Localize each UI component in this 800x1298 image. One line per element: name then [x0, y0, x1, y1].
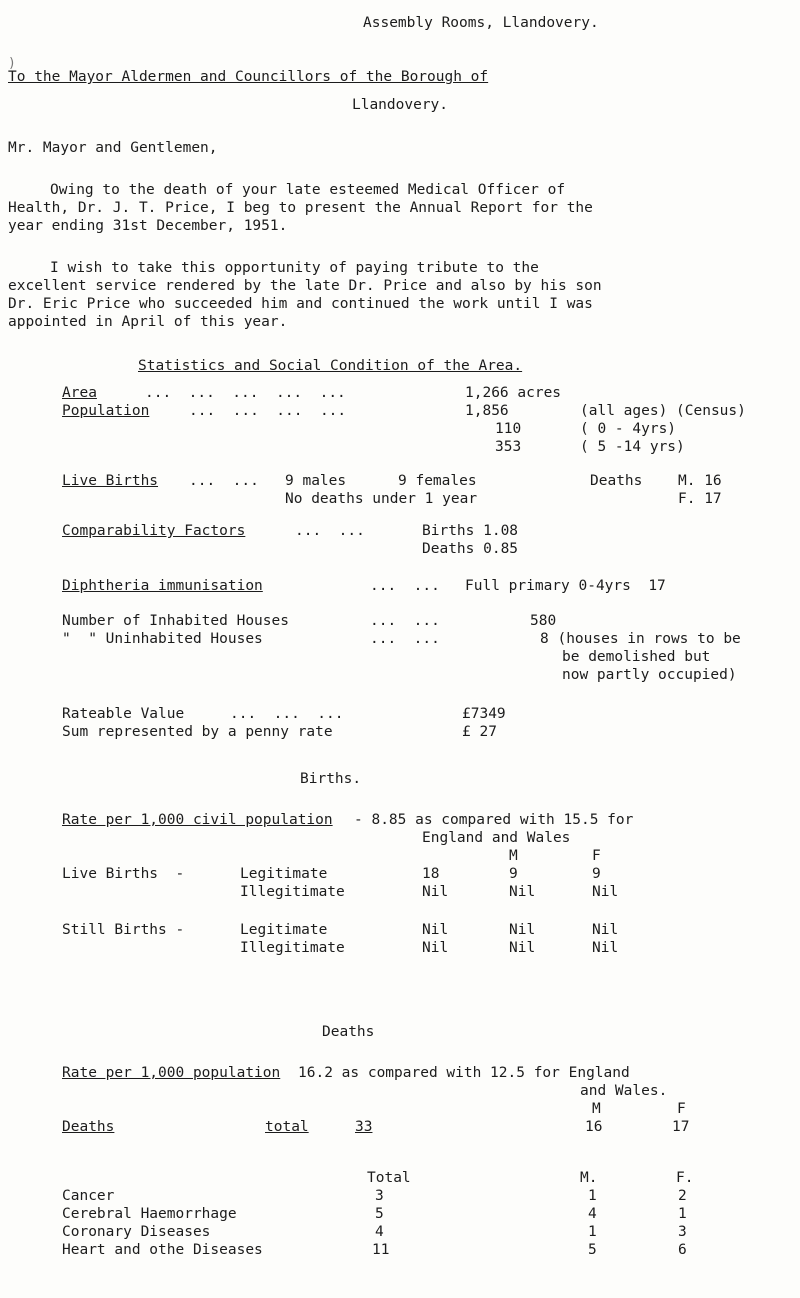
- penny-rate-value: £ 27: [462, 724, 497, 740]
- comparability-label: Comparability Factors: [62, 523, 246, 539]
- cause-m: 4: [588, 1206, 597, 1222]
- causes-hdr-f: F.: [676, 1170, 694, 1186]
- cause-m: 1: [588, 1224, 597, 1240]
- dot-leader: ... ...: [189, 473, 259, 489]
- live-births-label: Live Births: [62, 473, 159, 489]
- death-rate-label: Rate per 1,000 population: [62, 1065, 281, 1081]
- cause-m: 5: [588, 1242, 597, 1258]
- births-total: Nil: [422, 884, 449, 900]
- dot-leader: ... ...: [370, 578, 440, 594]
- births-m: Nil: [509, 884, 536, 900]
- births-heading: Births.: [300, 771, 362, 787]
- salutation: Mr. Mayor and Gentlemen,: [8, 140, 218, 156]
- deaths-total-value: 33: [355, 1119, 373, 1135]
- population-note: (all ages) (Census): [580, 403, 746, 419]
- population-0-4-value: 110: [495, 421, 522, 437]
- comparability-deaths: Deaths 0.85: [422, 541, 519, 557]
- rateable-value: £7349: [462, 706, 506, 722]
- comparability-births: Births 1.08: [422, 523, 519, 539]
- page-header: Assembly Rooms, Llandovery.: [363, 15, 599, 31]
- births-col-f: F: [592, 848, 601, 864]
- cause-total: 4: [375, 1224, 384, 1240]
- deaths-total-f: 17: [672, 1119, 690, 1135]
- cause-name: Heart and othe Diseases: [62, 1242, 263, 1258]
- births-f: Nil: [592, 922, 619, 938]
- dot-leader: ... ...: [370, 613, 440, 629]
- births-type: Illegitimate: [240, 940, 345, 956]
- cause-f: 3: [678, 1224, 687, 1240]
- births-f: 9: [592, 866, 601, 882]
- births-type: Legitimate: [240, 866, 328, 882]
- births-m: 9: [509, 866, 518, 882]
- address-line-2: Llandovery.: [351, 97, 449, 113]
- cause-total: 5: [375, 1206, 384, 1222]
- death-rate-value: and Wales.: [580, 1083, 668, 1099]
- population-5-14-value: 353: [495, 439, 522, 455]
- uninhabited-note: be demolished but: [562, 649, 711, 665]
- births-total: 18: [422, 866, 440, 882]
- births-f: Nil: [592, 884, 619, 900]
- live-births-females: 9 females: [398, 473, 477, 489]
- births-col-m: M: [509, 848, 518, 864]
- cause-f: 1: [678, 1206, 687, 1222]
- diphtheria-value: Full primary 0-4yrs 17: [465, 578, 666, 594]
- causes-hdr-m: M.: [580, 1170, 598, 1186]
- cause-name: Cancer: [62, 1188, 115, 1204]
- deaths-total-m: 16: [585, 1119, 603, 1135]
- birth-rate-value: - 8.85 as compared with 15.5 for: [354, 812, 634, 828]
- dot-leader: ... ... ...: [230, 706, 344, 722]
- population-5-14-note: ( 5 -14 yrs): [580, 439, 685, 455]
- dot-leader: ... ... ... ...: [189, 403, 347, 419]
- intro-line: year ending 31st December, 1951.: [8, 218, 288, 234]
- intro-line: I wish to take this opportunity of paying tribute to the: [50, 260, 539, 276]
- cause-total: 11: [372, 1242, 390, 1258]
- rateable-label: Rateable Value: [62, 706, 185, 722]
- deaths-heading: Deaths: [322, 1024, 375, 1040]
- population-value: 1,856: [465, 403, 509, 419]
- cause-f: 6: [678, 1242, 687, 1258]
- uninhabited-value: 8 (houses in rows to be: [540, 631, 741, 647]
- deaths-col-f: F: [677, 1101, 686, 1117]
- dot-leader: ... ...: [370, 631, 440, 647]
- births-total: Nil: [422, 940, 449, 956]
- cause-f: 2: [678, 1188, 687, 1204]
- inhabited-label: Number of Inhabited Houses: [62, 613, 289, 629]
- inhabited-value: 580: [530, 613, 557, 629]
- live-births-males: 9 males: [285, 473, 347, 489]
- birth-rate-value: England and Wales: [422, 830, 571, 846]
- intro-line: excellent service rendered by the late Dr. Price and also by his son: [8, 278, 602, 294]
- cause-total: 3: [375, 1188, 384, 1204]
- dot-leader: ... ...: [295, 523, 365, 539]
- cause-m: 1: [588, 1188, 597, 1204]
- births-m: Nil: [509, 922, 536, 938]
- births-m: Nil: [509, 940, 536, 956]
- deaths-male: M. 16: [678, 473, 722, 489]
- intro-line: Health, Dr. J. T. Price, I beg to present the Annual Report for the: [8, 200, 593, 216]
- population-label: Population: [62, 403, 150, 419]
- punch-hole-icon: ): [8, 56, 16, 71]
- population-0-4-note: ( 0 - 4yrs): [580, 421, 677, 437]
- area-label: Area: [62, 385, 97, 401]
- deaths-row-label: Deaths: [62, 1119, 115, 1135]
- intro-line: appointed in April of this year.: [8, 314, 288, 330]
- deaths-label: Deaths: [590, 473, 643, 489]
- live-births-row-label: Live Births -: [62, 866, 185, 882]
- intro-line: Owing to the death of your late esteemed Medical Officer of: [50, 182, 566, 198]
- births-type: Illegitimate: [240, 884, 345, 900]
- still-births-row-label: Still Births -: [62, 922, 185, 938]
- births-total: Nil: [422, 922, 449, 938]
- uninhabited-label: " " Uninhabited Houses: [62, 631, 263, 647]
- diphtheria-label: Diphtheria immunisation: [62, 578, 263, 594]
- births-f: Nil: [592, 940, 619, 956]
- deaths-col-m: M: [592, 1101, 601, 1117]
- birth-rate-label: Rate per 1,000 civil population: [62, 812, 333, 828]
- area-value: 1,266 acres: [465, 385, 562, 401]
- infant-deaths: No deaths under 1 year: [285, 491, 478, 507]
- intro-line: Dr. Eric Price who succeeded him and continued the work until I was: [8, 296, 593, 312]
- penny-rate-label: Sum represented by a penny rate: [62, 724, 333, 740]
- deaths-total-label: total: [265, 1119, 309, 1135]
- stats-heading: Statistics and Social Condition of the Area.: [138, 358, 523, 374]
- address-line-1: To the Mayor Aldermen and Councillors of the Borough of: [8, 69, 489, 85]
- cause-name: Cerebral Haemorrhage: [62, 1206, 237, 1222]
- births-type: Legitimate: [240, 922, 328, 938]
- causes-hdr-total: Total: [367, 1170, 411, 1186]
- death-rate-value: 16.2 as compared with 12.5 for England: [298, 1065, 630, 1081]
- dot-leader: ... ... ... ... ...: [145, 385, 346, 401]
- uninhabited-note: now partly occupied): [562, 667, 737, 683]
- cause-name: Coronary Diseases: [62, 1224, 211, 1240]
- deaths-female: F. 17: [678, 491, 722, 507]
